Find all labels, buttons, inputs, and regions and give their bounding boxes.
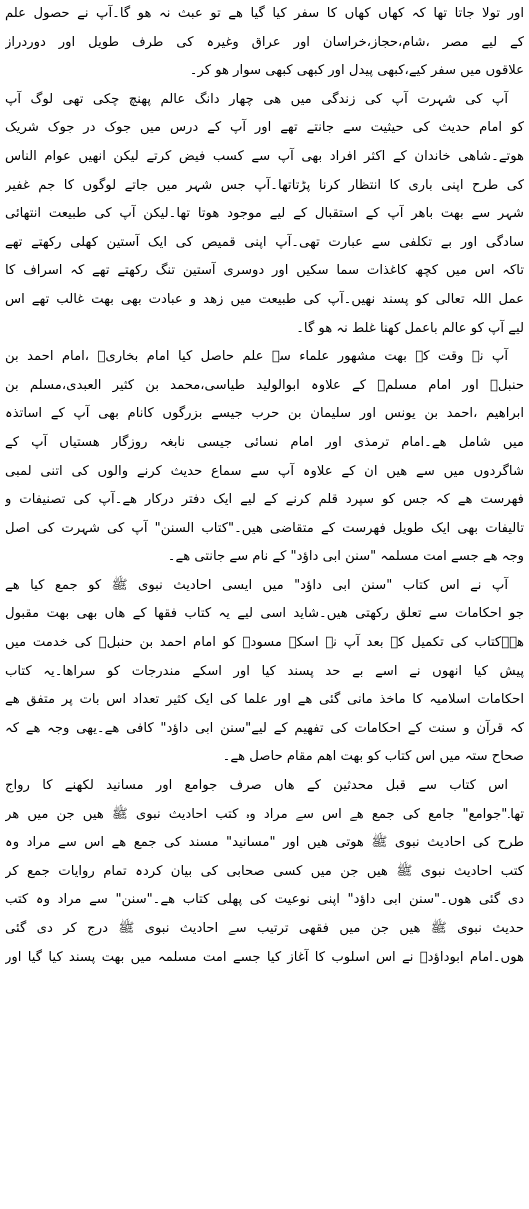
text-line: کہ قرآن و سنت کے احکامات کی تفھیم کے لیے"سنن ابی داؤد" کافی ھے۔یھی وجہ ھے کہ [5, 720, 524, 736]
text-line: حنبلؒ اور امام مسلمؒ کے علاوہ ابوالولید طیاسی،محمد بن کثیر العبدی،مسلم بن [5, 377, 524, 393]
text-line: سادگی اور بے تکلفی سے عبارت تھی۔آپ اپنی قمیص کی ایک آستین کھلی رکھتے تھے [5, 234, 524, 250]
text-line: احکامات اسلامیہ کا ماخذ مانی گئی ھے اور علما کی ایک کثیر تعداد اس بات پر متفق ھے [5, 692, 524, 708]
text-line: لیے آپ کو عالم باعمل کھنا غلط نہ ھو گا۔ [296, 320, 524, 336]
text-line: حدیث نبوی ﷺ ھیں جن میں فقھی ترتیب سے احادیث نبوی ﷺ درج کر دی گئی [5, 921, 524, 936]
text-line: آپ کی شہرت آپ کی زندگی میں ھی چھار دانگ عالم پھنچ چکی تھی لوگ آپ [5, 91, 508, 107]
text-line: کتب احادیث نبوی ﷺ ھیں جن میں کسی صحابی کی بیان کردہ تمام روایات جمع کر [5, 863, 524, 879]
text-line: ھوتے۔شاھی خاندان کے اکثر افراد بھی آپ سے کسب فیض کرتے لیکن انھیں عوام الناس [5, 148, 524, 164]
text-line: وجہ ھے جسے امت مسلمہ "سنن ابی داؤد" کے نام سے جانتی ھے۔ [167, 549, 524, 565]
text-line: جو احکامات سے تعلق رکھتی ھیں۔شاید اسی لیے یہ کتاب فقھا کے ھاں بھی بھت مقبول [5, 606, 524, 622]
text-line: ابراھیم ،احمد بن یونس اور سلیمان بن حرب جیسے بزرگوں کانام بھی آپ کے اساتذہ [5, 406, 524, 422]
text-line: کو امام حدیث کی حیثیت سے جانتے تھے اور آپ کے درس میں جوک در جوک شریک [5, 120, 524, 136]
text-line: تاکہ اس میں کچھ کاغذات سما سکیں اور دوسری آستین تنگ رکھتے تھے کہ اسراف کا [5, 263, 524, 279]
paragraph [5, 343, 524, 572]
text-line: صحاح ستہ میں اس کتاب کو بھت اھم مقام حاصل ھے۔ [222, 749, 524, 765]
paragraph [5, 86, 524, 343]
text-line: تالیفات بھی ایک طویل فھرست کے متقاضی ھیں۔"کتاب السنن" آپ کی شہرت کی اصل [5, 520, 524, 536]
text-line: پیش کیا انھوں نے اسے بے حد پسند کیا اور اسکے مندرجات کو سراھا۔یہ کتاب [5, 663, 524, 679]
text-line: علاقوں میں سفر کیے،کبھی پیدل اور کبھی کبھی سوار ھو کر۔ [189, 63, 524, 79]
text-line: ھوں۔امام ابوداؤدؒ نے اس اسلوب کا آغاز کیا جسے امت مسلمہ میں بھت پسند کیا گیا اور [5, 949, 524, 965]
text-line: کی طرح اپنی باری کا انتظار کرنا پڑتاتھا۔آپ جس شہر میں جاتے لوگوں کا جم غفیر [5, 177, 524, 193]
text-line: ھے۔کتاب کی تکمیل کے بعد آپ نے اسکے مسودے کو امام احمد بن حنبلؒ کی خدمت میں [5, 635, 524, 651]
text-line: شاگردوں میں سے ھیں ان کے علاوہ آپ سے سماع حدیث کرنے والوں کی اتنی لمبی [5, 463, 524, 479]
text-line: عمل اللہ تعالی کو پسند نھیں۔آپ کی طبیعت میں زھد و عبادت بھی بھت غالب تھے اس [5, 291, 524, 307]
text-line: طرح کی احادیث نبوی ﷺ ھوتی ھیں اور "مسانید" مسند کی جمع ھے اس سے مراد وہ [5, 835, 524, 851]
text-line: میں شامل ھے۔امام ترمذی اور امام نسائی جیسی نابغہ روزگار ھستیاں آپ کے [5, 434, 524, 450]
paragraph [5, 0, 524, 86]
paragraph [5, 572, 524, 772]
text-line: فھرست ھے کہ جس کو سپرد قلم کرنے کے لیے ایک دفتر درکار ھے۔آپ کی تصنیفات و [5, 492, 524, 508]
text-line: دی گئی ھوں۔"سنن ابی داؤد" اپنی نوعیت کی پھلی کتاب ھے۔"سنن" سے مراد وہ کتب [5, 892, 524, 908]
text-line: تھا۔"جوامع" جامع کی جمع ھے اس سے مراد وہ کتب احادیث نبوی ﷺ ھیں جن میں ھر [5, 806, 524, 822]
text-line: اور تولا جاتا تھا کہ کھاں کھاں کا سفر کیا گیا ھے تو عبث نہ ھو گا۔آپ نے حصول علم [5, 6, 524, 21]
paragraph [5, 772, 524, 972]
text-line: آپ نے وقت کے بھت مشھور علماء سے علم حاصل کیا امام بخاریؒ ،امام احمد بن [5, 349, 508, 365]
text-line: کے لیے مصر ،شام،حجاز،خراسان اور عراق وغیرہ کی طرف طویل اور دوردراز [5, 34, 524, 50]
text-line: آپ نے اس کتاب "سنن ابی داؤد" میں ایسی احادیث نبوی ﷺ کو جمع کیا ھے [5, 577, 508, 593]
text-line: شہر سے بھت باھر آپ کے استقبال کے لیے موجود ھوتا تھا۔لیکن آپ کی طبیعت انتھائی [5, 206, 524, 222]
text-line: اس کتاب سے قبل محدثین کے ھاں صرف جوامع اور مسانید لکھنے کا رواج [5, 778, 508, 794]
